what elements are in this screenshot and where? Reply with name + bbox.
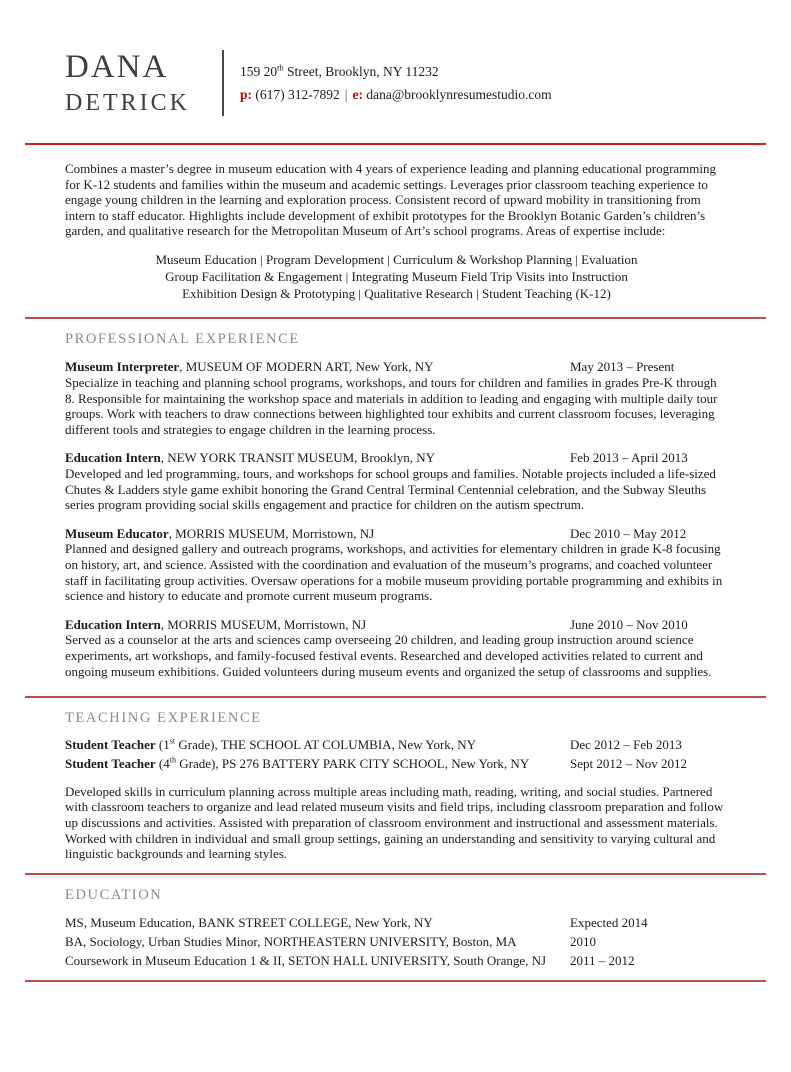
job-title: Museum Interpreter (65, 359, 180, 375)
summary-paragraph: Combines a master’s degree in museum education with 4 years of experience leading and planning educational programming for K-12 students and families within the museum and academic settings. Leverages prior classroom teaching experience to engage young children in the learning and exploration process. Consistent record of upward mobility in transitioning from intern to staff educator. Highlights include development of exhibit prototypes for the Brooklyn Botanic Garden’s children’s garden, and qualitative research for the Metropolitan Museum of Art’s school programs. Areas of expertise include: (65, 161, 717, 239)
job-date: May 2013 – Present (570, 359, 675, 375)
job-title-row (65, 359, 728, 375)
phone-email-line (240, 84, 552, 107)
teaching-role-row (65, 736, 728, 755)
expertise-line: Museum Education | Program Development | Curriculum & Workshop Planning | Evaluation (155, 251, 638, 267)
job-description: Developed and led programming, tours, and workshops for school groups and families. Notable projects included a life-sized Chutes & Ladders style game exhibit honoring the Grand Central Terminal Centennial celebration, and the Subway Sleuths series program providing social skills engagement and practice for children on the autism spectrum. (65, 466, 716, 513)
job-entry (65, 526, 728, 604)
education-row (65, 952, 728, 971)
section-divider (25, 696, 766, 698)
job-org: , MORRIS MUSEUM, Morristown, NJ (168, 525, 375, 541)
first-name: DANA (65, 49, 169, 85)
role-grade: (1 (155, 737, 170, 753)
address-line (240, 61, 552, 84)
header-rule (25, 143, 766, 145)
teaching-description: Developed skills in curriculum planning across multiple areas including math, reading, writing, and social studies. Partnered with classroom teachers to organize and lead related museum visits and field trips, including classroom preparation and follow up discussions and activities. Assisted with preparation of classroom environment and instructional and assessment materials. Worked with children in individual and small group settings, gaining an understanding and sensitivity to varying cultural and linguistic backgrounds and learning styles. (65, 783, 724, 862)
address-ordinal: th (277, 63, 284, 73)
job-title-row (65, 450, 728, 466)
job-entry (65, 359, 728, 437)
page-bottom-rule (25, 980, 766, 982)
education-degree: BA, Sociology, Urban Studies Minor, NORTHEASTERN UNIVERSITY, Boston, MA (65, 933, 517, 949)
teaching-roles (65, 736, 728, 774)
experience-heading: PROFESSIONAL EXPERIENCE (65, 331, 300, 348)
job-date: June 2010 – Nov 2010 (570, 616, 688, 632)
role-date: Dec 2012 – Feb 2013 (570, 737, 682, 753)
expertise-line: Group Facilitation & Engagement | Integrating Museum Field Trip Visits into Instruction (165, 269, 628, 285)
education-degree: MS, Museum Education, BANK STREET COLLEGE, New York, NY (65, 914, 433, 930)
address-text: 159 20 (240, 64, 278, 80)
job-title: Education Intern (65, 450, 161, 466)
job-org: , MORRIS MUSEUM, Morristown, NJ (160, 616, 367, 632)
education-row (65, 914, 728, 933)
role-org: Grade), THE SCHOOL AT COLUMBIA, New York, NY (175, 737, 477, 753)
role-grade-ordinal: st (169, 736, 176, 746)
role-grade-ordinal: th (169, 755, 177, 765)
expertise-list (65, 251, 728, 302)
section-divider (25, 873, 766, 875)
name-block (65, 51, 222, 115)
header (65, 48, 728, 118)
role-title: Student Teacher (65, 755, 156, 771)
education-degree: Coursework in Museum Education 1 & II, SETON HALL UNIVERSITY, South Orange, NJ (65, 952, 547, 968)
job-description: Specialize in teaching and planning school programs, workshops, and tours for children and families in grades Pre-K through 8. Responsible for maintaining the workshop space and materials in addition to leading and engaging with multiple daily tour groups. Work with teachers to draw connections between highlighted tour exhibits and current classroom focuses, leveraging different tools and strategies to engage children in the learning process. (65, 375, 718, 437)
job-org: , MUSEUM OF MODERN ART, New York, NY (179, 359, 434, 375)
job-entry (65, 617, 728, 679)
phone-label: p: (240, 87, 253, 102)
contact-block (240, 59, 552, 106)
job-title-row (65, 526, 728, 542)
email-address: dana@brooklynresumestudio.com (362, 87, 552, 102)
role-org: Grade), PS 276 BATTERY PARK CITY SCHOOL, New York, NY (176, 755, 530, 771)
role-grade: (4 (155, 755, 170, 771)
teaching-heading: TEACHING EXPERIENCE (65, 710, 262, 727)
resume-page (0, 48, 791, 1072)
expertise-line: Exhibition Design & Prototyping | Qualitative Research | Student Teaching (K-12) (182, 286, 611, 302)
email-label: e: (352, 87, 363, 102)
job-title-row (65, 617, 728, 633)
education-heading: EDUCATION (65, 886, 163, 903)
education-date: Expected 2014 (570, 914, 648, 930)
job-title: Education Intern (65, 616, 161, 632)
education-date: 2011 – 2012 (570, 952, 635, 968)
education-date: 2010 (570, 933, 596, 949)
education-rows (65, 914, 728, 971)
address-text-rest: Street, Brooklyn, NY 11232 (283, 64, 439, 80)
job-date: Dec 2010 – May 2012 (570, 525, 687, 541)
phone-number: (617) 312-7892 (252, 87, 340, 102)
job-description: Planned and designed gallery and outreach programs, workshops, and activities for elementary children in grade K-8 focusing on history, art, and science. Assisted with the coordination and evaluation of the museum’s programs, and coached volunteer staff in facilitating group activities. Oversaw operations for a mobile museum providing portable programming and exhibits in science and history to educate and promote current museum programs. (65, 541, 723, 604)
education-row (65, 933, 728, 952)
role-title: Student Teacher (65, 737, 156, 753)
role-date: Sept 2012 – Nov 2012 (570, 755, 687, 771)
job-description: Served as a counselor at the arts and sciences camp overseeing 20 children, and leading group instruction around science experiments, art workshops, and family-focused festival events. Researched and developed activities related to current and ongoing museum exhibitions. Guided volunteers during museum events and organized the setup of classrooms and supplies. (65, 632, 712, 679)
job-date: Feb 2013 – April 2013 (570, 450, 688, 466)
header-divider (222, 50, 224, 116)
contact-separator: | (344, 87, 348, 102)
job-title: Museum Educator (65, 525, 169, 541)
teaching-role-row (65, 755, 728, 774)
job-entry (65, 450, 728, 512)
job-org: , NEW YORK TRANSIT MUSEUM, Brooklyn, NY (160, 450, 436, 466)
section-divider (25, 317, 766, 319)
last-name: DETRICK (65, 90, 190, 116)
